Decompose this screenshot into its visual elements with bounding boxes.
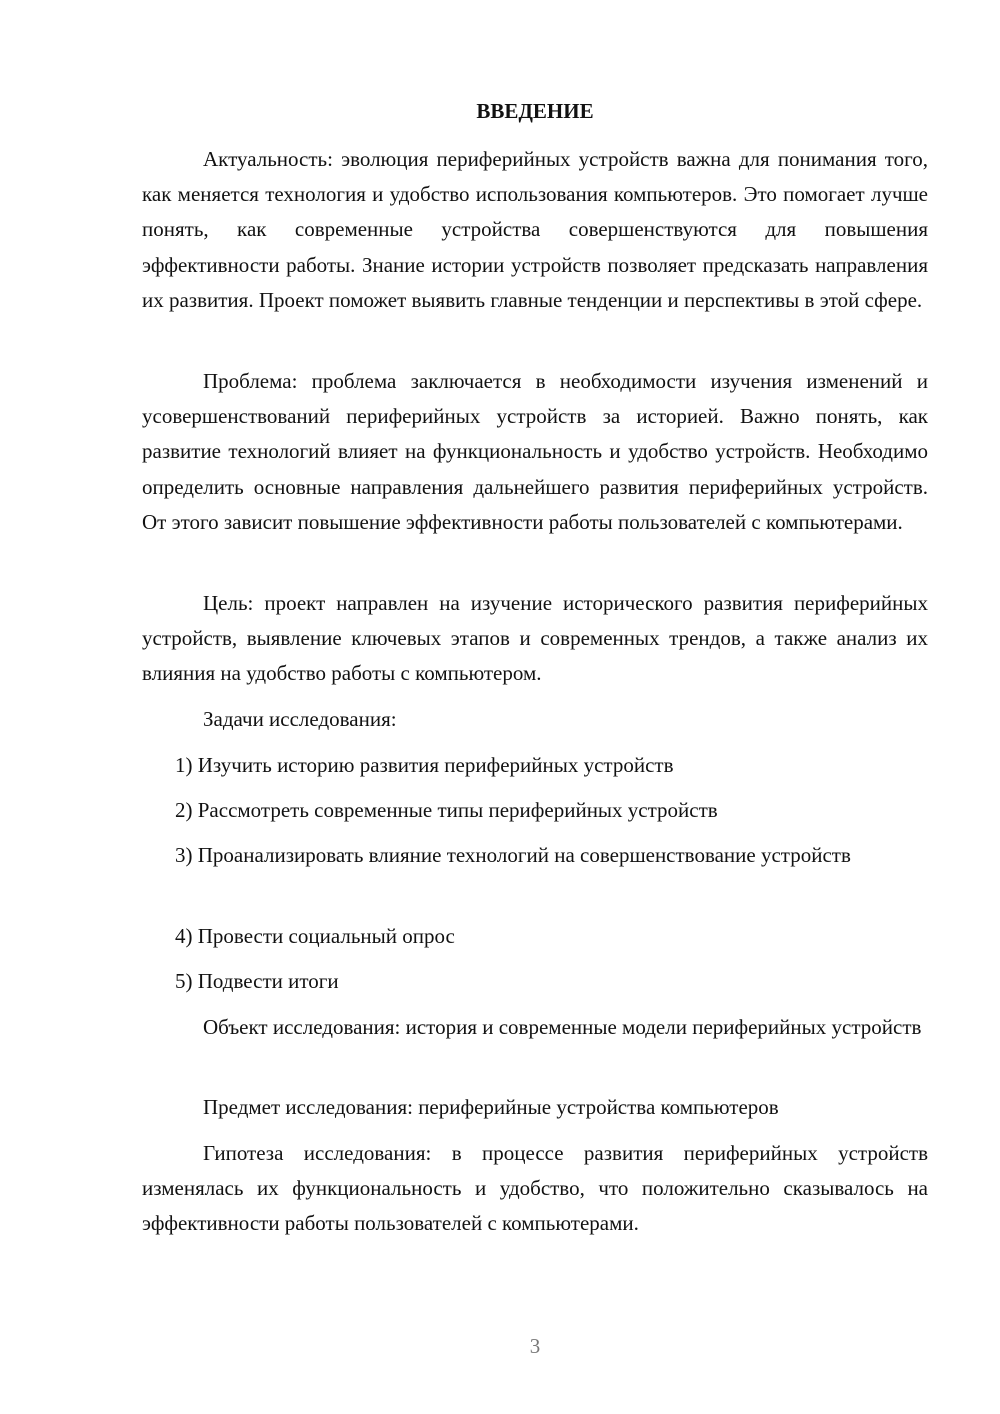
paragraph-hypothesis: Гипотеза исследования: в процессе развития периферийных устройств изменялась их функциональность и удобство, что положительно сказывалось на эффективности работы пользователей с компьютерами. [142,1141,928,1236]
paragraph-subject: Предмет исследования: периферийные устройства компьютеров [203,1095,779,1119]
paragraph-problem: Проблема: проблема заключается в необходимости изучения изменений и усовершенствований периферийных устройств за историей. Важно понять, как развитие технологий влияет на функциональность и удобство устройств. Необходимо определить основные направления дальнейшего развития периферийных устройств. От этого зависит повышение эффективности работы пользователей с компьютерами. [142,369,928,534]
task-item: 4) Провести социальный опрос [175,924,455,948]
paragraph-relevance: Актуальность: эволюция периферийных устройств важна для понимания того, как меняется технология и удобство использования компьютеров. Это помогает лучше понять, как современные устройства совершенствуются для повышения эффективности работы. Знание истории устройств позволяет предсказать направления их развития. Проект поможет выявить главные тенденции и перспективы в этой сфере. [142,147,928,312]
page-number: 3 [529,1334,541,1358]
paragraph-object: Объект исследования: история и современные модели периферийных устройств [203,1015,922,1039]
task-item: 1) Изучить историю развития периферийных устройств [175,753,674,777]
page-title: ВВЕДЕНИЕ [476,99,594,123]
task-item: 5) Подвести итоги [175,969,339,993]
task-item: 2) Рассмотреть современные типы периферийных устройств [175,798,718,822]
task-item: 3) Проанализировать влияние технологий на совершенствование устройств [175,843,851,867]
tasks-heading: Задачи исследования: [203,707,397,731]
paragraph-goal: Цель: проект направлен на изучение исторического развития периферийных устройств, выявление ключевых этапов и современных трендов, а также анализ их влияния на удобство работы с компьютером. [142,591,928,686]
